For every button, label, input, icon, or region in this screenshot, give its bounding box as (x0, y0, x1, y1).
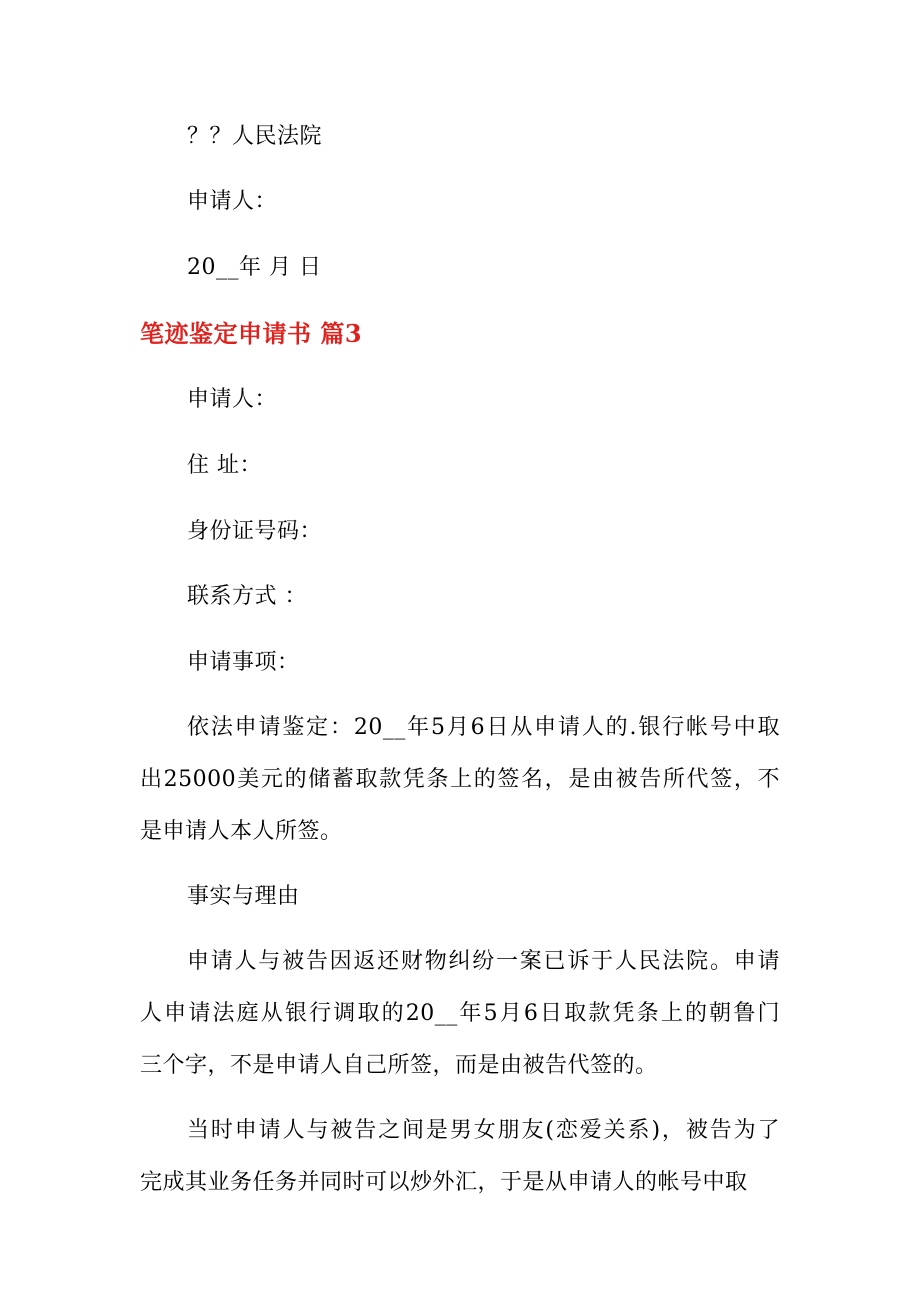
field-request-items: 申请事项： (187, 650, 300, 675)
section-heading: 笔迹鉴定申请书 篇3 (140, 319, 363, 348)
field-id-number: 身份证号码： (187, 519, 323, 544)
paragraph-2-line-2: 人申请法庭从银行调取的20__年5月6日取款凭条上的朝鲁门 (140, 1001, 780, 1026)
facts-heading: 事实与理由 (187, 884, 300, 909)
paragraph-2-line-1: 申请人与被告因返还财物纠纷一案已诉于人民法院。申请 (187, 949, 780, 974)
court-line: ？？人民法院 (187, 124, 323, 149)
paragraph-1-line-2: 出25000美元的储蓄取款凭条上的签名，是由被告所代签，不 (140, 767, 780, 792)
date-line: 20__年 月 日 (187, 255, 322, 280)
field-address: 住 址： (187, 453, 262, 478)
paragraph-1-line-1: 依法申请鉴定：20__年5月6日从申请人的.银行帐号中取 (187, 715, 780, 740)
field-applicant: 申请人： (187, 387, 278, 412)
paragraph-3-line-2: 完成其业务任务并同时可以炒外汇，于是从申请人的帐号中取 (140, 1170, 748, 1195)
paragraph-2-line-3: 三个字，不是申请人自己所签，而是由被告代签的。 (140, 1053, 658, 1078)
paragraph-1-line-3: 是申请人本人所签。 (140, 819, 343, 844)
paragraph-3-line-1: 当时申请人与被告之间是男女朋友(恋爱关系)，被告为了 (187, 1118, 780, 1143)
applicant-signature-label: 申请人： (187, 189, 278, 214)
field-contact: 联系方式 ： (187, 584, 307, 609)
